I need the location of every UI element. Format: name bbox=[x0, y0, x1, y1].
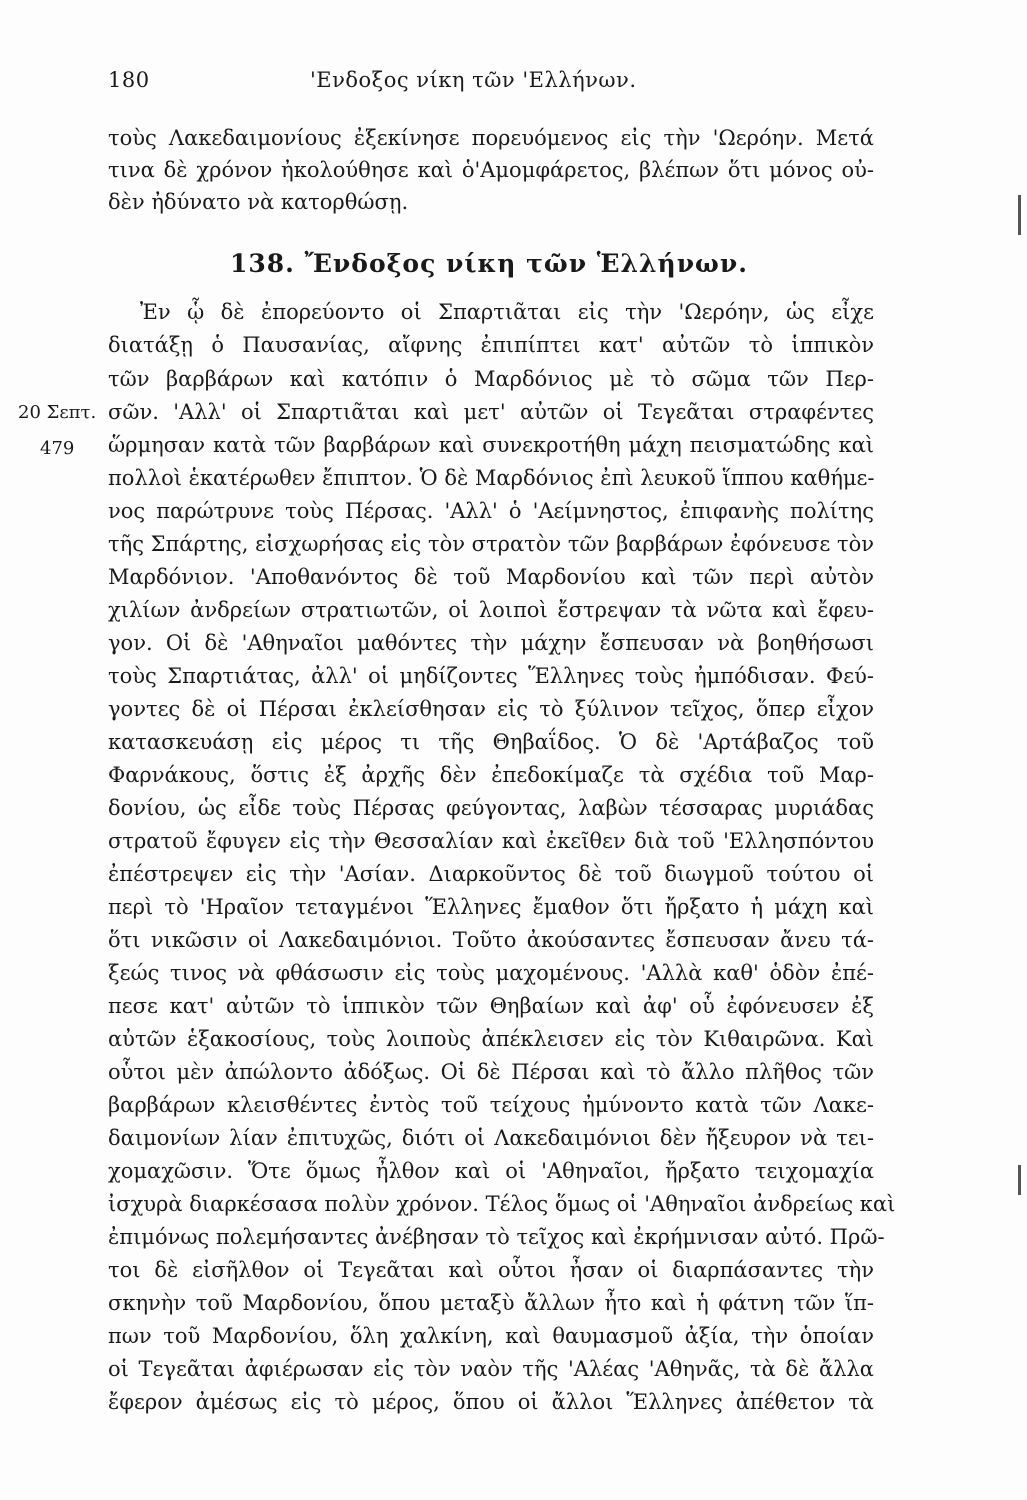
text-line: Φαρνάκους, ὅστις ἐξ ἀρχῆς δὲν ἐπεδοκίμαζε τὰ σχέδια τοῦ Μαρ- bbox=[108, 763, 874, 787]
text-line: ὥρμησαν κατὰ τῶν βαρβάρων καὶ συνεκροτήθη μάχη πεισματώδης καὶ bbox=[108, 433, 874, 457]
text-line: τοι δὲ εἰσῆλθον οἱ Τεγεᾶται καὶ οὗτοι ἦσαν οἱ διαρπάσαντες τὴν bbox=[108, 1258, 874, 1282]
text-line: τοὺς Λακεδαιμονίους ἐξεκίνησε πορευόμενος εἰς τὴν 'Ωερόην. Μετά bbox=[108, 126, 874, 150]
section-heading: 138. Ἔνδοξος νίκη τῶν Ἑλλήνων. bbox=[230, 249, 748, 278]
text-line: περὶ τὸ 'Ηραῖον τεταγμένοι Ἕλληνες ἔμαθον ὅτι ἤρξατο ἡ μάχη καὶ bbox=[108, 895, 874, 919]
text-line: νος παρώτρυνε τοὺς Πέρσας. 'Αλλ' ὁ 'Αείμνηστος, ἐπιφανὴς πολίτης bbox=[108, 499, 874, 523]
text-line: βαρβάρων κλεισθέντες ἐντὸς τοῦ τείχους ἠμύνοντο κατὰ τῶν Λακε- bbox=[108, 1093, 874, 1117]
text-line: δὲν ἠδύνατο νὰ κατορθώσῃ. bbox=[108, 190, 409, 214]
running-title: 'Ενδοξος νίκη τῶν 'Ελλήνων. bbox=[310, 68, 637, 92]
text-line: γοντες δὲ οἱ Πέρσαι ἐκλείσθησαν εἰς τὸ ξύλινον τεῖχος, ὅπερ εἶχον bbox=[108, 697, 874, 721]
text-line: τινα δὲ χρόνον ἠκολούθησε καὶ ὁ'Αμομφάρετος, βλέπων ὅτι μόνος οὐ- bbox=[108, 158, 874, 182]
text-line: ὅτι νικῶσιν οἱ Λακεδαιμόνιοι. Τοῦτο ἀκούσαντες ἔσπευσαν ἄνευ τά- bbox=[108, 928, 874, 952]
margin-year: 479 bbox=[40, 438, 75, 459]
text-line: οἱ Τεγεᾶται ἀφιέρωσαν εἰς τὸν ναὸν τῆς 'Αλέας 'Αθηνᾶς, τὰ δὲ ἄλλα bbox=[108, 1357, 874, 1381]
text-line: πολλοὶ ἑκατέρωθεν ἔπιπτον. Ὁ δὲ Μαρδόνιος ἐπὶ λευκοῦ ἵππου καθήμε- bbox=[108, 466, 875, 490]
text-line: χιλίων ἀνδρείων στρατιωτῶν, οἱ λοιποὶ ἔστρεψαν τὰ νῶτα καὶ ἔφευ- bbox=[108, 598, 874, 622]
text-line: ἐπέστρεψεν εἰς τὴν 'Ασίαν. Διαρκοῦντος δὲ τοῦ διωγμοῦ τούτου οἱ bbox=[108, 862, 874, 886]
text-line: δαιμονίων λίαν ἐπιτυχῶς, διότι οἱ Λακεδαιμόνιοι δὲν ἤξευρον νὰ τει- bbox=[108, 1126, 874, 1150]
text-line: ἐπιμόνως πολεμήσαντες ἀνέβησαν τὸ τεῖχος καὶ ἐκρήμνισαν αὐτό. Πρῶ- bbox=[108, 1225, 885, 1249]
text-line: ξεώς τινος νὰ φθάσωσιν εἰς τοὺς μαχομένους. 'Αλλὰ καθ' ὁδὸν ἐπέ- bbox=[108, 961, 874, 985]
text-line: τῶν βαρβάρων καὶ κατόπιν ὁ Μαρδόνιος μὲ τὸ σῶμα τῶν Περ- bbox=[108, 367, 874, 391]
text-line: πεσε κατ' αὐτῶν τὸ ἱππικὸν τῶν Θηβαίων καὶ ἀφ' οὗ ἐφόνευσεν ἐξ bbox=[108, 994, 874, 1018]
text-line: αὐτῶν ἑξακοσίους, τοὺς λοιποὺς ἀπέκλεισεν εἰς τὸν Κιθαιρῶνα. Καὶ bbox=[108, 1027, 874, 1051]
text-line: γον. Οἱ δὲ 'Αθηναῖοι μαθόντες τὴν μάχην ἔσπευσαν νὰ βοηθήσωσι bbox=[108, 631, 874, 655]
text-line: κατασκευάσῃ εἰς μέρος τι τῆς Θηβαΐδος. Ὁ δὲ 'Αρτάβαζος τοῦ bbox=[108, 730, 874, 754]
text-line: οὗτοι μὲν ἀπώλοντο ἀδόξως. Οἱ δὲ Πέρσαι καὶ τὸ ἄλλο πλῆθος τῶν bbox=[108, 1060, 874, 1084]
text-line: χομαχῶσιν. Ὅτε ὅμως ἦλθον καὶ οἱ 'Αθηναῖοι, ἤρξατο τειχομαχία bbox=[108, 1159, 874, 1183]
text-line: τῆς Σπάρτης, εἰσχωρήσας εἰς τὸν στρατὸν τῶν βαρβάρων ἐφόνευσε τὸν bbox=[108, 532, 874, 556]
text-line: τοὺς Σπαρτιάτας, ἀλλ' οἱ μηδίζοντες Ἕλληνες τοὺς ἠμπόδισαν. Φεύ- bbox=[108, 664, 874, 688]
text-line: σῶν. 'Αλλ' οἱ Σπαρτιᾶται καὶ μετ' αὐτῶν οἱ Τεγεᾶται στραφέντες bbox=[108, 400, 874, 424]
text-line: πων τοῦ Μαρδονίου, ὅλη χαλκίνη, καὶ θαυμασμοῦ ἀξία, τὴν ὁποίαν bbox=[108, 1324, 874, 1348]
page-edge-shadow bbox=[1018, 195, 1021, 235]
page-edge-shadow bbox=[1018, 1165, 1021, 1195]
text-line: δονίου, ὡς εἶδε τοὺς Πέρσας φεύγοντας, λαβὼν τέσσαρας μυριάδας bbox=[108, 796, 874, 820]
text-line: διατάξῃ ὁ Παυσανίας, αἴφνης ἐπιπίπτει κατ' αὐτῶν τὸ ἱππικὸν bbox=[108, 333, 874, 357]
text-line: Ἐν ᾧ δὲ ἐπορεύοντο οἱ Σπαρτιᾶται εἰς τὴν 'Ωερόην, ὡς εἶχε bbox=[140, 300, 874, 324]
text-line: Μαρδόνιον. 'Αποθανόντος δὲ τοῦ Μαρδονίου καὶ τῶν περὶ αὐτὸν bbox=[108, 565, 874, 589]
text-line: στρατοῦ ἔφυγεν εἰς τὴν Θεσσαλίαν καὶ ἐκεῖθεν διὰ τοῦ 'Ελλησπόντου bbox=[108, 829, 874, 853]
text-line: ἰσχυρὰ διαρκέσασα πολὺν χρόνον. Τέλος ὅμως οἱ 'Αθηναῖοι ἀνδρείως καὶ bbox=[108, 1192, 896, 1216]
page-number: 180 bbox=[108, 68, 150, 92]
text-line: ἔφερον ἀμέσως εἰς τὸ μέρος, ὅπου οἱ ἄλλοι Ἕλληνες ἀπέθετον τὰ bbox=[108, 1390, 874, 1414]
text-line: σκηνὴν τοῦ Μαρδονίου, ὅπου μεταξὺ ἄλλων ἦτο καὶ ἡ φάτνη τῶν ἵπ- bbox=[108, 1291, 874, 1315]
margin-date: 20 Σεπτ. bbox=[18, 402, 97, 423]
